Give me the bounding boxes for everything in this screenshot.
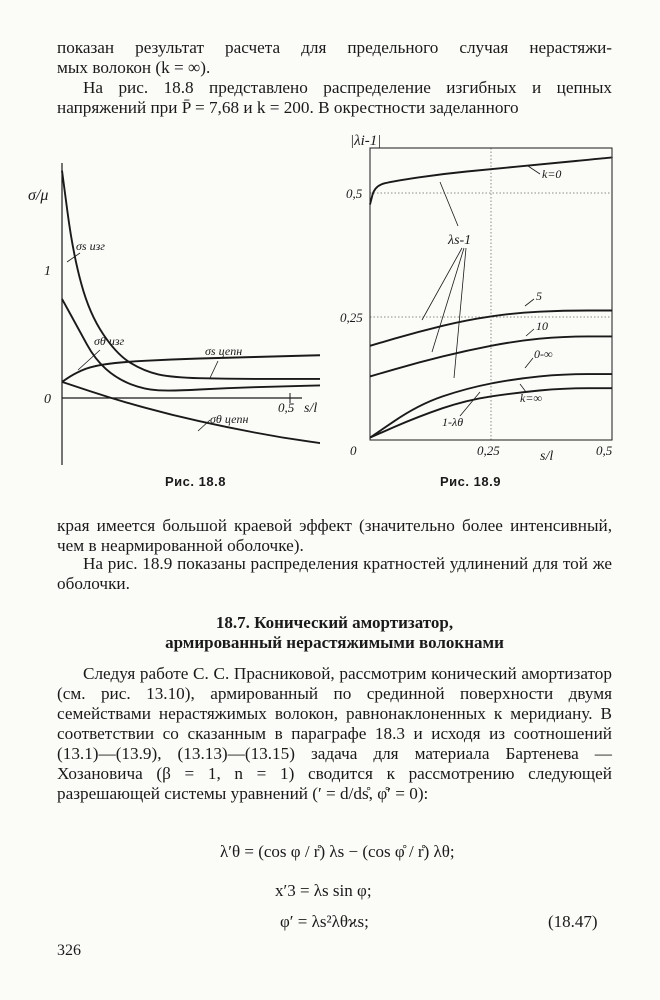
fig1-label-sigma-s-izg: σs изг xyxy=(76,239,105,253)
fig1-series-curve-3 xyxy=(62,382,320,452)
figure-18-8-caption: Рис. 18.8 xyxy=(165,474,226,489)
paragraph-continuation-l2: мых волокон (k = ∞). xyxy=(57,58,211,77)
fig2-leader-ls-2 xyxy=(422,248,462,320)
fig2-label-1-lambda-theta: 1-λθ xyxy=(442,415,464,429)
fig1-label-sigma-s-tsepn: σs цепн xyxy=(205,344,243,358)
fig2-series-curve-2 xyxy=(370,336,612,376)
fig2-label-k-inf: k=∞ xyxy=(520,391,542,405)
fig1-ylabel: σ/μ xyxy=(28,187,49,204)
equation-x3: x′3 = λs sin φ; xyxy=(275,881,372,900)
equation-lambda-theta: λ′θ = (cos φ / r̊) λs − (cos φ̊ / r̊) λθ; xyxy=(220,842,455,861)
fig1-xlabel: s/l xyxy=(304,401,318,416)
fig2-series-group xyxy=(370,157,612,437)
fig1-label-sigma-theta-izg: σθ изг xyxy=(94,334,125,348)
fig2-label-10: 10 xyxy=(536,319,548,333)
fig2-leader-ls-3 xyxy=(432,248,464,352)
paragraph-edge-effect: края имеется большой краевой эффект (значительно более интенсивный, чем в неармированной оболочке). xyxy=(57,516,612,555)
fig1-leader-s-tsepn xyxy=(210,361,218,378)
equation-number: (18.47) xyxy=(548,912,598,931)
paragraph-fig-18-9-intro: На рис. 18.9 показаны распределения кратностей удлинений для той же оболочки. xyxy=(57,554,612,593)
fig2-xlabel: s/l xyxy=(540,449,554,464)
fig2-xtick-025: 0,25 xyxy=(477,443,500,458)
fig1-ytick-0: 0 xyxy=(44,392,51,407)
fig2-label-0-inf: 0-∞ xyxy=(534,347,553,361)
fig2-ytick-025: 0,25 xyxy=(340,310,363,325)
figure-18-9 xyxy=(330,130,630,475)
fig1-label-sigma-theta-tsepn: σθ цепн xyxy=(210,412,249,426)
section-heading-l1: 18.7. Конический амортизатор, xyxy=(215,613,454,632)
section-heading-l2: армированный нерастяжимыми волокнами xyxy=(165,633,504,652)
fig2-leader-0-inf xyxy=(525,358,533,368)
fig2-label-5: 5 xyxy=(536,289,542,303)
fig2-leader-1-lambda-theta xyxy=(460,392,480,416)
fig2-ylabel: |λi-1| xyxy=(350,133,382,149)
paragraph-continuation-l1: показан результат расчета для предельного случая нерастяжи- xyxy=(57,38,612,57)
figure-18-8 xyxy=(20,135,320,480)
fig2-leader-ls-1 xyxy=(440,182,458,226)
fig2-label-lambda-s: λs-1 xyxy=(448,233,472,248)
fig2-ytick-05: 0,5 xyxy=(346,186,363,201)
paragraph-conical-damper: Следуя работе С. С. Прасниковой, рассмотрим конический амортизатор (см. рис. 13.10), армированный по срединной поверхности двумя семействами нерастяжимых волокон, равнонаклоненных к меридиану. В соответствии со сказанным в параграфе 18.3 и исходя из соотношений (13.1)—(13.9), (13.13)—(13.15) задача для материала Бартенева — Хозановича (β = 1, n = 1) сводится к рассмотрению следующей разрешающей системы уравнений (′ = d/ds̊, φ̊′ = 0): xyxy=(57,664,612,803)
fig2-leader-10 xyxy=(526,329,534,336)
figure-18-9-caption: Рис. 18.9 xyxy=(440,474,501,489)
fig1-xtick-05: 0,5 xyxy=(278,400,295,415)
fig2-leader-k0 xyxy=(528,166,540,174)
fig2-ytick-0: 0 xyxy=(350,443,357,458)
fig2-leader-ls-4 xyxy=(454,248,466,378)
fig2-leader-5 xyxy=(525,299,534,306)
fig2-xtick-05: 0,5 xyxy=(596,443,613,458)
equation-phi: φ′ = λs²λθϰs; xyxy=(280,912,369,931)
paragraph-fig-18-8-intro: На рис. 18.8 представлено распределение изгибных и цепных напряжений при P̄ = 7,68 и k = 200. В окрестности заделанного xyxy=(57,78,612,117)
fig1-ytick-1: 1 xyxy=(44,264,51,279)
page-number: 326 xyxy=(57,942,81,959)
fig2-label-k0: k=0 xyxy=(542,167,562,181)
